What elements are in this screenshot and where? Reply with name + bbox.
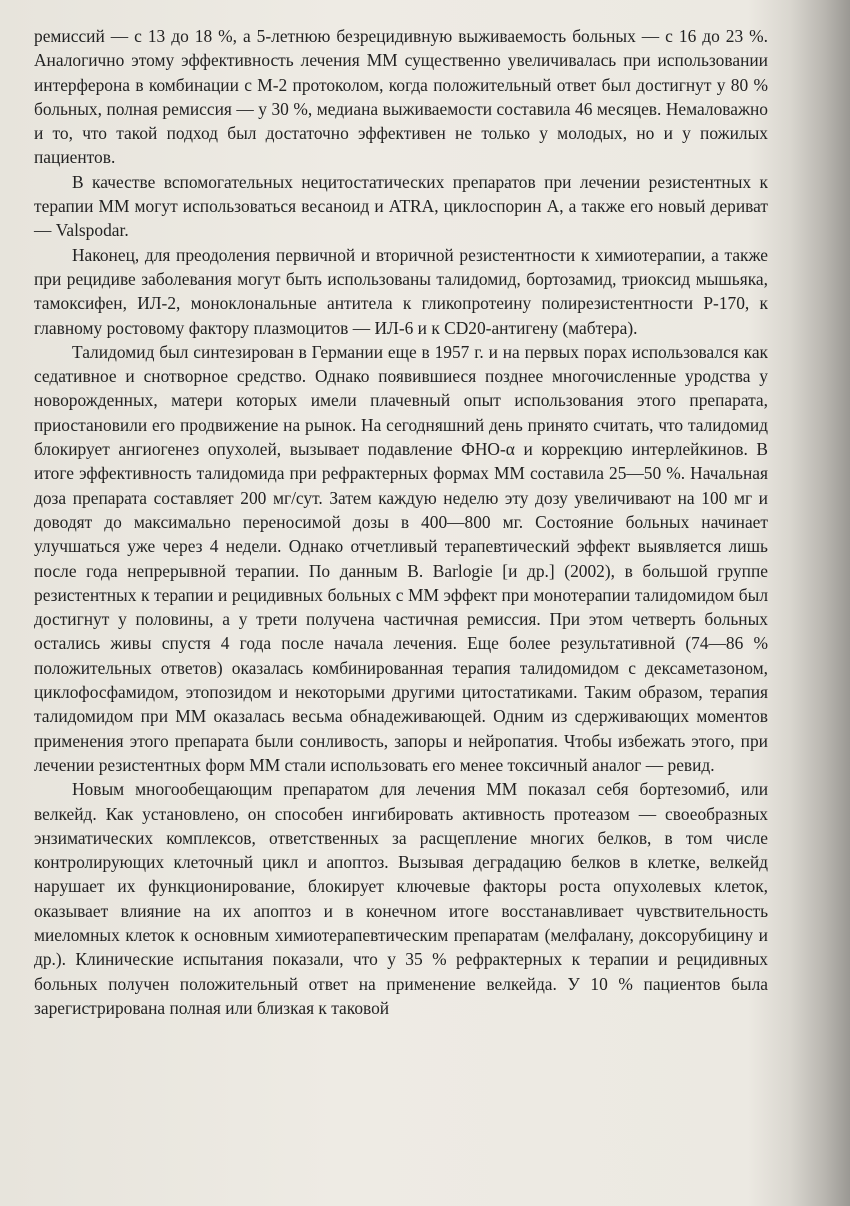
paragraph-resistance-overcoming: Наконец, для преодоления первичной и вторичной резистентности к химиотерапии, а также при рецидиве заболевания могут быть использованы талидомид, бортозамид, триоксид мышьяка, тамоксифен, ИЛ-2, моноклональные антитела к гликопротеину полирезистентности Р-170, к главному ростовому фактору плазмоцитов — ИЛ-6 и к CD20-антигену (мабтера). xyxy=(34,244,768,338)
body-text xyxy=(34,24,768,1020)
paragraph-thalidomide: Талидомид был синтезирован в Германии еще в 1957 г. и на первых порах использовался как седативное и снотворное средство. Однако появившиеся позднее многочисленные уродства у новорожденных, матери которых имели плачевный опыт использования этого препарата, приостановили его продвижение на рынок. На сегодняшний день принято считать, что талидомид блокирует ангиогенез опухолей, вызывает подавление ФНО-α и коррекцию интерлейкинов. В итоге эффективность талидомида при рефрактерных формах ММ составила 25—50 %. Начальная доза препарата составляет 200 мг/сут. Затем каждую неделю эту дозу увеличивают на 100 мг и доводят до максимально переносимой дозы в 400—800 мг. Состояние больных начинает улучшаться уже через 4 недели. Однако отчетливый терапевтический эффект выявляется лишь после года непрерывной терапии. По данным B. Barlogie [и др.] (2002), в большой группе резистентных к терапии и рецидивных больных с ММ эффект при монотерапии талидомидом был достигнут у половины, а у трети получена частичная ремиссия. При этом четверть больных остались живы спустя 4 года после начала лечения. Еще более результативной (74—86 % положительных ответов) оказалась комбинированная терапия талидомидом с дексаметазоном, циклофосфамидом, этопозидом и некоторыми другими цитостатиками. Таким образом, терапия талидомидом при ММ оказалась весьма обнадеживающей. Одним из сдерживающих моментов применения этого препарата были сонливость, запоры и нейропатия. Чтобы избежать этого, при лечении резистентных форм ММ стали использовать его менее токсичный аналог — ревид. xyxy=(34,341,768,775)
paragraph-remission-results: ремиссий — с 13 до 18 %, а 5-летнюю безрецидивную выживаемость больных — с 16 до 23 %. Аналогично этому эффективность лечения ММ существенно увеличивалась при использовании интерферона в комбинации с М-2 протоколом, когда положительный ответ был достигнут у 80 % больных, полная ремиссия — у 30 %, медиана выживаемости составила 46 месяцев. Немаловажно и то, что такой подход был достаточно эффективен не только у молодых, но и у пожилых пациентов. xyxy=(34,26,768,168)
paragraph-bortezomib: Новым многообещающим препаратом для лечения ММ показал себя бортезомиб, или велкейд. Как установлено, он способен ингибировать активность протеазом — своеобразных энзиматических комплексов, ответственных за расщепление многих белков, в том числе контролирующих клеточный цикл и апоптоз. Вызывая деградацию белков в клетке, велкейд нарушает их функционирование, блокирует ключевые факторы роста опухолевых клеток, оказывает влияние на их апоптоз и в конечном итоге восстанавливает чувствительность миеломных клеток к основным химиотерапевтическим препаратам (мелфалану, доксорубицину и др.). Клинические испытания показали, что у 35 % рефрактерных к терапии и рецидивных больных получен положительный ответ на применение велкейда. У 10 % пациентов была зарегистрирована полная или близкая к таковой xyxy=(34,779,768,1018)
paragraph-auxiliary-drugs: В качестве вспомогательных нецитостатических препаратов при лечении резистентных к терапии ММ могут использоваться весаноид и ATRA, циклоспорин А, а также его новый дериват — Valspodar. xyxy=(34,171,768,241)
